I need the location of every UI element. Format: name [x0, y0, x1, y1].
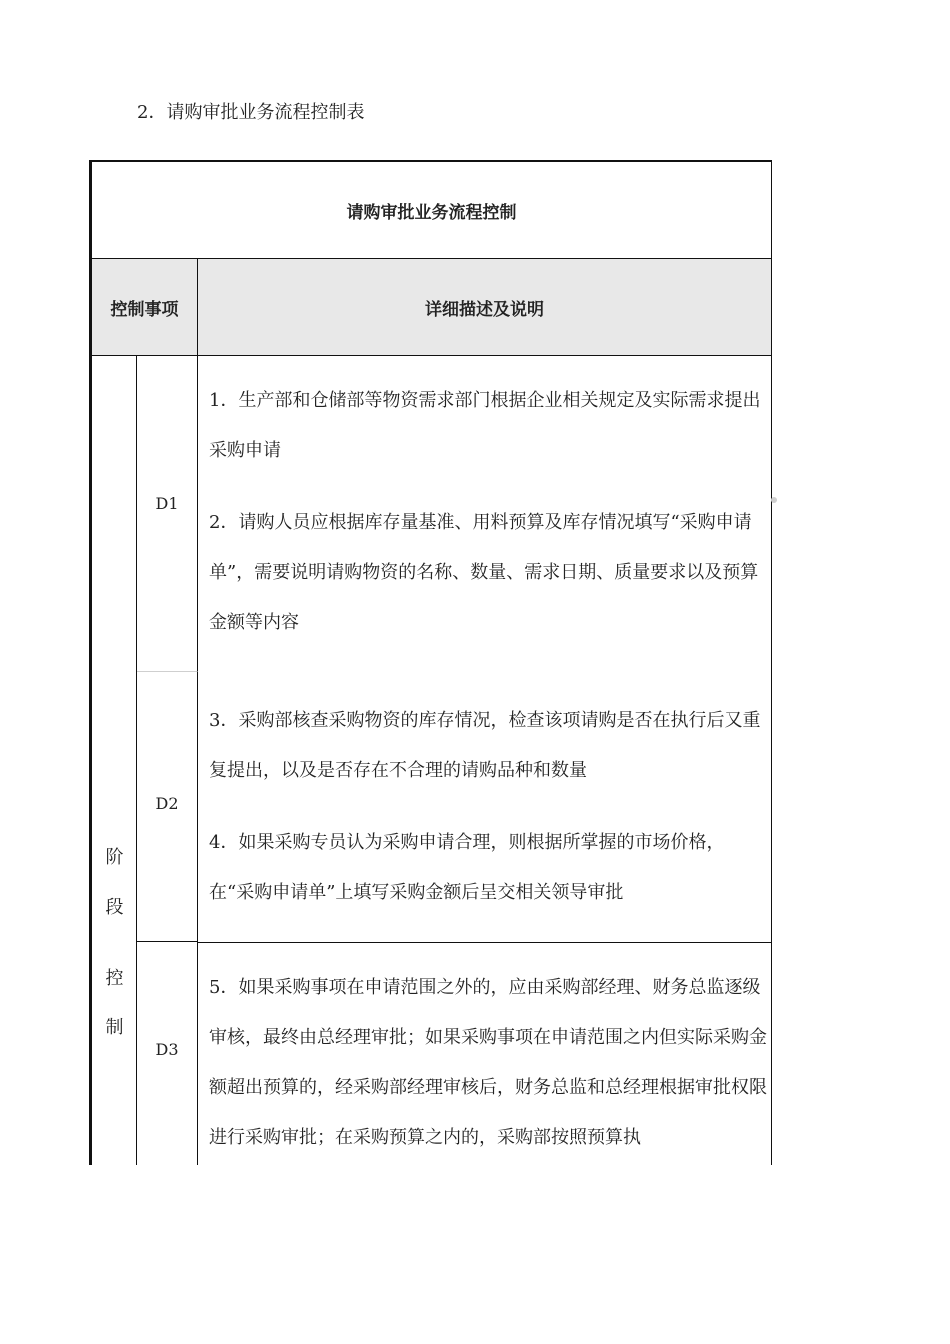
description-paragraph: 4．如果采购专员认为采购申请合理，则根据所掌握的市场价格，在“采购申请单”上填写采购金额后呈交相关领导审批 [209, 832, 725, 903]
control-table [89, 160, 772, 1165]
stage-label-char: 阶 [105, 847, 124, 868]
row-code-cell [137, 672, 198, 942]
row-description [198, 963, 771, 1165]
stage-label-char: 制 [105, 1017, 124, 1038]
table-title: 请购审批业务流程控制 [92, 162, 771, 259]
header-description: 详细描述及说明 [198, 259, 771, 356]
header-control-item: 控制事项 [92, 259, 198, 356]
stage-label-char: 控 [105, 968, 124, 989]
stage-control-cell [92, 356, 137, 1165]
description-paragraph: 3．采购部核查采购物资的库存情况，检查该项请购是否在执行后又重复提出，以及是否存在不合理的请购品种和数量 [209, 710, 761, 781]
row-code-cell [137, 356, 198, 672]
row-description [198, 376, 771, 672]
row-code: D2 [155, 794, 179, 813]
description-paragraph: 5．如果采购事项在申请范围之外的，应由采购部经理、财务总监逐级审核，最终由总经理审批；如果采购事项在申请范围之内但实际采购金额超出预算的，经采购部经理审核后，财务总监和总经理根据审批权限进行采购审批；在采购预算之内的，采购部按照预算执 [209, 977, 767, 1148]
description-paragraph: 2．请购人员应根据库存量基准、用料预算及库存情况填写“采购申请单”，需要说明请购物资的名称、数量、需求日期、质量要求以及预算金额等内容 [209, 512, 759, 633]
section-heading: 2．请购审批业务流程控制表 [137, 102, 365, 123]
stage-label-char: 段 [105, 897, 124, 918]
scan-dot [771, 497, 777, 503]
row-code: D1 [155, 494, 179, 513]
row-code-cell [137, 942, 198, 1165]
row-divider [198, 942, 771, 943]
description-paragraph: 1．生产部和仓储部等物资需求部门根据企业相关规定及实际需求提出采购申请 [209, 390, 761, 461]
row-code: D3 [155, 1040, 179, 1059]
row-description [198, 696, 771, 942]
